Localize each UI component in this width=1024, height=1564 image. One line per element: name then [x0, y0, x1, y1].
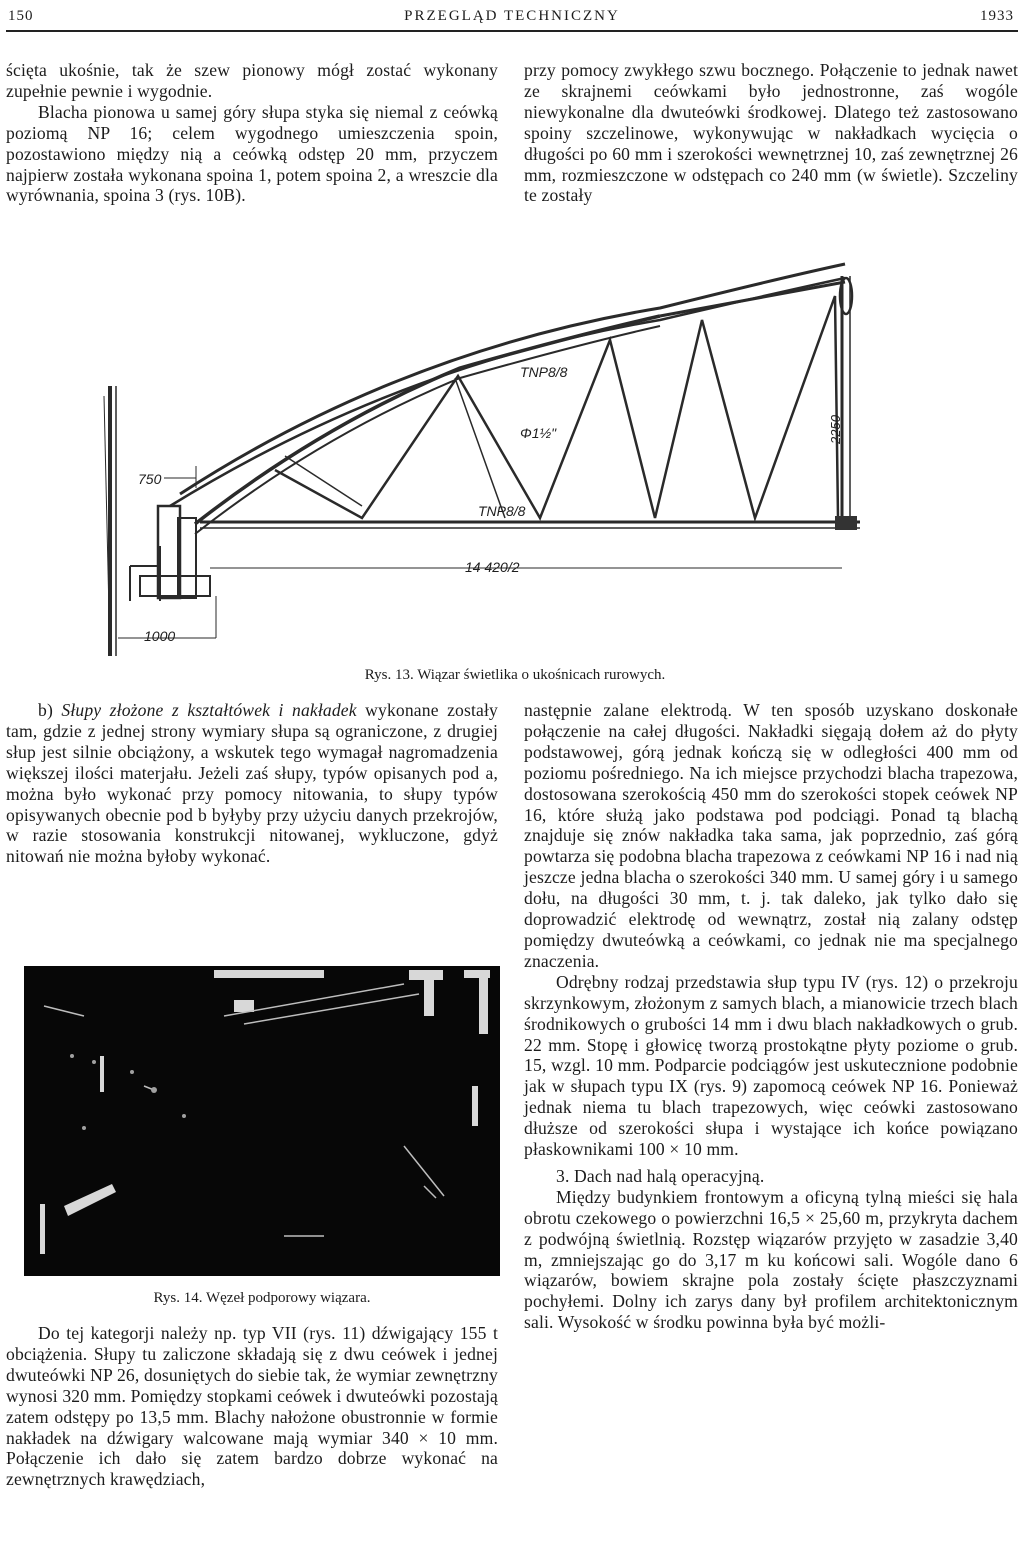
paragraph: Odrębny rodzaj przedstawia słup typu IV (rys. 12) o przekroju skrzynkowym, złożonym z samych blach, a mianowicie trzech blach środnikowych o grubości 14 mm i dwu blach nakładkowych o grub. 22 mm. Stopę i głowicę tworzą prostokątne płyty poziome o grub. 15, wzgl. 10 mm. Podparcie podciągów jest uskutecznione podobnie jak w słupach typu IX (rys. 9) zapomocą ceówek NP 16. Ponieważ jednak niema tu blach trapezowych, więc ceówki zastosowano dłuższe od szerokości słupa i wystające ich końce powiązano płaskownikami 100 × 10 mm.: [524, 971, 1018, 1160]
page-number: 150: [8, 8, 34, 24]
page-header: [0, 4, 1024, 30]
section-heading-3: 3. Dach nad halą operacyjną.: [556, 1165, 765, 1186]
photo-truss-node: [24, 966, 500, 1276]
paragraph: Do tej kategorji należy np. typ VII (rys. 11) dźwigający 155 t obciążenia. Słupy tu zaliczone składają się z dwu ceówek i jednej dwuteówki NP 26, dosuniętych do siebie tak, że wymiar zewnętrzny wynosi 320 mm. Pomiędzy stopkami ceówek i dwuteówki pozostają zatem odstępy po 13,5 mm. Blachy nałożone obustronnie w formie nakładek na dźwigary walcowane mają wymiar 340 × 10 mm. Połączenie ich dało się zatem bardzo dobrze wykonać na zewnętrznych krawędziach,: [6, 1323, 498, 1490]
label-tnp-bottom: TNP8/8: [478, 503, 526, 519]
label-tnp-top: TNP8/8: [520, 364, 568, 380]
paragraph: Między budynkiem frontowym a oficyną tylną mieści się hala obrotu czekowego o powierzchni 16,5 × 25,60 m, przykryta dachem z podwójną świetlnią. Rozstęp wiązarów przyjęto w zasadzie 3,40 m, zmniejszając go do 3,17 m ku końcowi sali. Wogóle dano 6 wiązarów, bowiem skrajne pola zostały ścięte płaszczyznami pochyłemi. Dolny ich zarys dany był profilem architektonicznym sali. Wysokość w środku powinna była być możli-: [524, 1186, 1018, 1333]
para-lead: b): [38, 700, 62, 720]
figure-13-truss-drawing: [100, 256, 870, 658]
section-heading-b: Słupy złożone z kształtówek i nakładek: [61, 700, 357, 720]
label-height: 2250: [828, 415, 843, 444]
text-right-top: [524, 60, 1018, 206]
text-left-top: [6, 60, 498, 206]
text-left-bottom: [6, 1323, 498, 1490]
year: 1933: [980, 8, 1014, 24]
paragraph: przy pomocy zwykłego szwu bocznego. Połączenie to jednak nawet ze skrajnemi ceówkami było jednostronne, zaś wogóle niewykonalne dla dwuteówki środkowej. Dlatego też zastosowano spoiny szczelinowe, wykonywując w nakładkach wycięcia o długości po 60 mm i szerokości wewnętrznej 10, zaś zewnętrznej 26 mm, rozmieszczone w odstępach co 240 mm (w świetle). Szczeliny te zostały: [524, 60, 1018, 206]
figure-14-photo: [24, 966, 500, 1276]
text-left-mid: [6, 700, 498, 867]
label-span: 14 420/2: [465, 559, 520, 575]
paragraph: ścięta ukośnie, tak że szew pionowy mógł zostać wykonany zupełnie pewnie i wygodnie.: [6, 60, 498, 101]
paragraph: [6, 700, 498, 867]
paragraph: następnie zalane elektrodą. W ten sposób uzyskano doskonałe połączenie na całej długości. Nakładki sięgają dołem aż do płyty podstawowej, górą jednak kończą się w odległości 400 mm od poziomu pośredniego. Na ich miejsce przychodzi blacha trapezowa, dostosowana szerokością 450 mm do szerokości stopek ceówek NP 16, które służą jako podstawa pod podciągi. Ponad tą blachą znajduje się znów nakładka taka sama, jak poprzednio, zaś górą powtarza się podobna blacha trapezowa z ceówkami NP 16 i nad nią jeszcze jedna blacha o szerokości 340 mm. U samej góry i u samego dołu, na długości 30 mm, t. j. tak daleko, jak tylko dało się doprowadzić elektrodę od wewnątrz, został nią zalany odstęp pomiędzy dwuteówką a ceówkami, co jednak nie ma specjalnego znaczenia.: [524, 700, 1018, 971]
label-1000: 1000: [144, 628, 176, 644]
label-750: 750: [138, 471, 162, 487]
header-rule: [6, 30, 1018, 32]
para-text: wykonane zostały tam, gdzie z jednej strony wymiary słupa są ograniczone, z drugiej słup jest silnie obciążony, a wskutek tego wymagał nagromadzenia większej ilości materjału. Jeżeli zaś słupy, typów opisanych pod a, można było wykonać przy pomocy nitowania, to słupy typów opisywanych obecnie pod b byłyby przy użyciu danych przekrojów, w razie stosowania konstrukcji nitowanej, wykluczone, gdyż nitowań nie można byłoby wykonać.: [6, 700, 498, 867]
journal-title: PRZEGLĄD TECHNICZNY: [404, 8, 620, 24]
paragraph: Blacha pionowa u samej góry słupa styka się niemal z ceówką poziomą NP 16; celem wygodnego umieszczenia spoin, pozostawiono między nią a ceówką odstęp 20 mm, przyczem najpierw została wykonana spoina 1, potem spoina 2, a wreszcie dla wyrównania, spoina 3 (rys. 10B).: [6, 101, 498, 206]
label-pipe: Φ1½": [520, 425, 557, 441]
figure-14-caption: Rys. 14. Węzeł podporowy wiązara.: [153, 1290, 371, 1306]
text-right-bottom: [524, 700, 1018, 1333]
truss-drawing: [100, 256, 870, 658]
figure-13-caption: Rys. 13. Wiązar świetlika o ukośnicach rurowych.: [364, 667, 666, 683]
